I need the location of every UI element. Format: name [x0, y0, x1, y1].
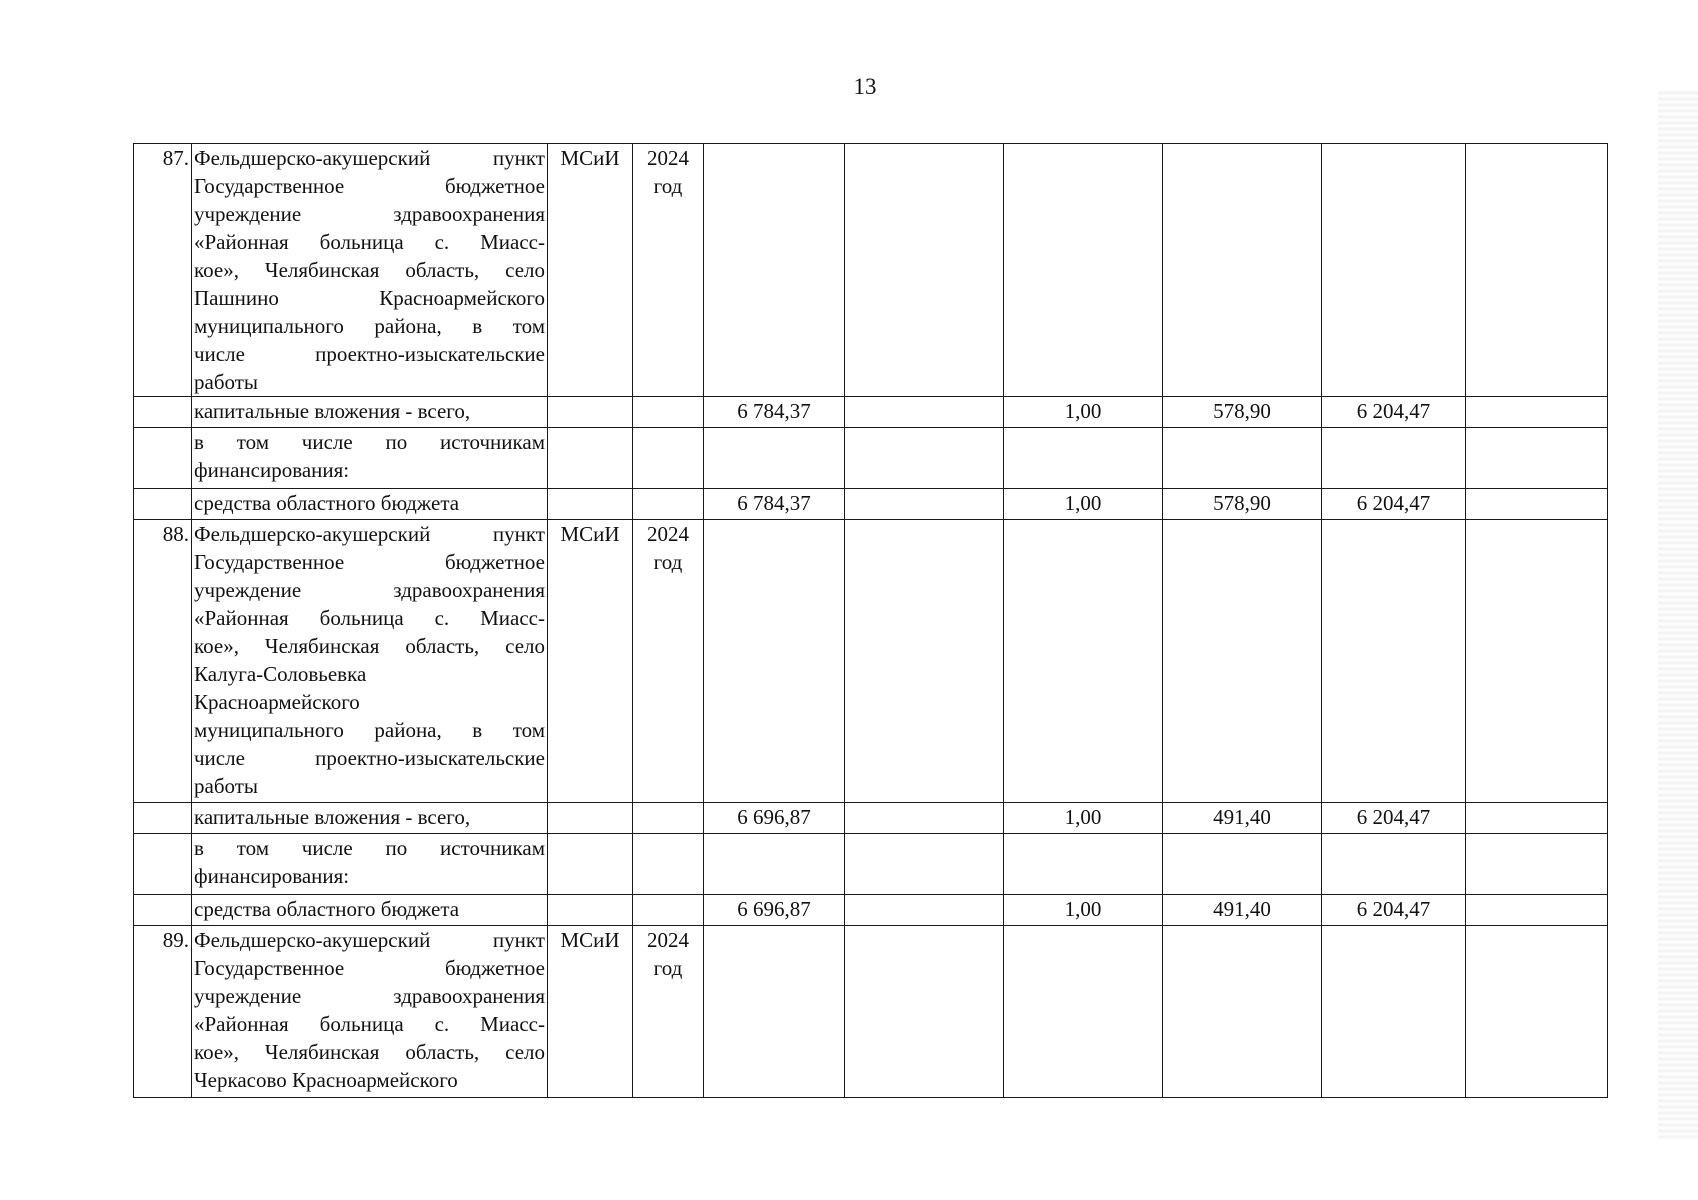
amount-cell-5	[1322, 803, 1466, 834]
agency-cell	[548, 397, 633, 428]
table-row-values	[134, 397, 1608, 428]
value-cell-empty	[845, 520, 1004, 803]
value-cell-empty	[1322, 428, 1466, 489]
table-row-object	[134, 144, 1608, 397]
value-cell-empty	[845, 144, 1004, 397]
item-label: капитальные вложения - всего,	[194, 805, 471, 829]
amount-value: 6 204,47	[1356, 491, 1431, 515]
table-row-object	[134, 926, 1608, 1098]
amount-cell-1	[704, 895, 845, 926]
period-unit: год	[653, 956, 683, 980]
table-row-values	[134, 895, 1608, 926]
object-description-cell	[192, 926, 548, 1098]
period-unit: год	[653, 174, 683, 198]
agency-code: МСиИ	[560, 522, 620, 546]
period-cell	[633, 803, 704, 834]
description-line: работы	[194, 370, 259, 394]
value-cell-empty	[704, 926, 845, 1098]
funding-sources-line: финансирования:	[194, 458, 350, 482]
amount-value: 6 204,47	[1356, 805, 1431, 829]
agency-cell	[548, 926, 633, 1098]
period-cell	[633, 895, 704, 926]
value-cell-empty	[704, 834, 845, 895]
period-cell	[633, 144, 704, 397]
object-description-cell	[192, 520, 548, 803]
value-cell-empty	[1322, 520, 1466, 803]
row-number: 88.	[162, 522, 189, 546]
row-number-cell	[134, 803, 192, 834]
value-cell-empty	[845, 926, 1004, 1098]
amount-value: 491,40	[1213, 805, 1271, 829]
amount-cell-2	[845, 397, 1004, 428]
amount-cell-4	[1163, 397, 1322, 428]
description-line: кое», Челябинская область, село	[194, 634, 545, 658]
agency-code: МСиИ	[560, 928, 620, 952]
value-cell-empty	[845, 834, 1004, 895]
amount-value: 578,90	[1213, 491, 1271, 515]
description-line: работы	[194, 774, 259, 798]
amount-cell-6	[1466, 489, 1608, 520]
value-cell-empty	[1163, 428, 1322, 489]
amount-cell-6	[1466, 803, 1608, 834]
amount-cell-3	[1004, 895, 1163, 926]
amount-value: 1,00	[1064, 491, 1102, 515]
description-line: Красноармейского	[194, 690, 360, 714]
description-line: учреждение здравоохранения	[194, 202, 545, 226]
amount-value: 6 204,47	[1356, 897, 1431, 921]
row-number-cell	[134, 489, 192, 520]
value-cell-empty	[704, 520, 845, 803]
description-line: Государственное бюджетное	[194, 550, 545, 574]
row-number: 87.	[162, 146, 189, 170]
amount-value: 6 784,37	[737, 399, 811, 423]
period-unit: год	[653, 550, 683, 574]
row-number: 89.	[162, 928, 189, 952]
value-cell-empty	[1322, 926, 1466, 1098]
description-line: кое», Челябинская область, село	[194, 1040, 545, 1064]
table-row-note	[134, 428, 1608, 489]
value-cell-empty	[1004, 144, 1163, 397]
amount-cell-4	[1163, 895, 1322, 926]
description-line: Фельдшерско-акушерский пункт	[194, 522, 545, 546]
value-cell-empty	[548, 428, 633, 489]
description-line: «Районная больница с. Миасс-	[194, 1012, 545, 1036]
description-line: числе проектно-изыскательские	[194, 746, 545, 770]
description-line: Черкасово Красноармейского	[194, 1068, 458, 1092]
amount-cell-2	[845, 803, 1004, 834]
value-cell-empty	[633, 834, 704, 895]
description-line: «Районная больница с. Миасс-	[194, 606, 545, 630]
description-line: Государственное бюджетное	[194, 956, 545, 980]
period-cell	[633, 520, 704, 803]
table-row-note	[134, 834, 1608, 895]
funding-sources-line: в том числе по источникам	[194, 836, 545, 860]
value-cell-empty	[1004, 926, 1163, 1098]
amount-cell-4	[1163, 803, 1322, 834]
row-number-cell	[134, 520, 192, 803]
amount-cell-5	[1322, 895, 1466, 926]
amount-cell-6	[1466, 397, 1608, 428]
value-cell-empty	[1163, 834, 1322, 895]
funding-sources-line: финансирования:	[194, 864, 350, 888]
item-label-cell	[192, 803, 548, 834]
period-year: 2024	[647, 522, 689, 546]
value-cell-empty	[1163, 144, 1322, 397]
row-number-cell	[134, 144, 192, 397]
description-line: «Районная больница с. Миасс-	[194, 230, 545, 254]
description-line: учреждение здравоохранения	[194, 578, 545, 602]
row-number-cell	[134, 428, 192, 489]
value-cell-empty	[1466, 144, 1608, 397]
row-number-cell	[134, 834, 192, 895]
agency-cell	[548, 144, 633, 397]
value-cell-empty	[633, 428, 704, 489]
item-label-cell	[192, 895, 548, 926]
value-cell-empty	[1466, 520, 1608, 803]
description-line: Государственное бюджетное	[194, 174, 545, 198]
funding-sources-cell	[192, 834, 548, 895]
amount-cell-4	[1163, 489, 1322, 520]
row-number-cell	[134, 926, 192, 1098]
value-cell-empty	[1466, 834, 1608, 895]
agency-cell	[548, 520, 633, 803]
description-line: Фельдшерско-акушерский пункт	[194, 146, 545, 170]
amount-value: 6 696,87	[737, 805, 811, 829]
agency-cell	[548, 803, 633, 834]
table-row-values	[134, 803, 1608, 834]
item-label: средства областного бюджета	[194, 491, 460, 515]
amount-value: 491,40	[1213, 897, 1271, 921]
description-line: муниципального района, в том	[194, 718, 545, 742]
value-cell-empty	[548, 834, 633, 895]
scan-edge-artifact	[1658, 90, 1698, 1140]
value-cell-empty	[1466, 926, 1608, 1098]
description-line: муниципального района, в том	[194, 314, 545, 338]
value-cell-empty	[1322, 834, 1466, 895]
table-body	[134, 144, 1608, 1098]
page-number: 13	[853, 74, 877, 99]
period-cell	[633, 489, 704, 520]
budget-table	[133, 143, 1608, 1098]
period-cell	[633, 926, 704, 1098]
funding-sources-cell	[192, 428, 548, 489]
table-row-object	[134, 520, 1608, 803]
agency-cell	[548, 895, 633, 926]
amount-cell-3	[1004, 397, 1163, 428]
amount-cell-1	[704, 397, 845, 428]
amount-cell-2	[845, 489, 1004, 520]
amount-cell-2	[845, 895, 1004, 926]
value-cell-empty	[845, 428, 1004, 489]
row-number-cell	[134, 895, 192, 926]
amount-value: 6 204,47	[1356, 399, 1431, 423]
description-line: учреждение здравоохранения	[194, 984, 545, 1008]
item-label-cell	[192, 489, 548, 520]
amount-value: 1,00	[1064, 805, 1102, 829]
amount-cell-3	[1004, 489, 1163, 520]
item-label: капитальные вложения - всего,	[194, 399, 471, 423]
amount-cell-1	[704, 803, 845, 834]
amount-cell-3	[1004, 803, 1163, 834]
table-row-values	[134, 489, 1608, 520]
row-number-cell	[134, 397, 192, 428]
value-cell-empty	[1466, 428, 1608, 489]
value-cell-empty	[1163, 926, 1322, 1098]
item-label-cell	[192, 397, 548, 428]
object-description-cell	[192, 144, 548, 397]
description-line: Калуга-Соловьевка	[194, 662, 367, 686]
value-cell-empty	[1163, 520, 1322, 803]
amount-cell-6	[1466, 895, 1608, 926]
amount-value: 1,00	[1064, 897, 1102, 921]
amount-value: 6 696,87	[737, 897, 811, 921]
amount-value: 6 784,37	[737, 491, 811, 515]
value-cell-empty	[1004, 834, 1163, 895]
agency-cell	[548, 489, 633, 520]
agency-code: МСиИ	[560, 146, 620, 170]
period-year: 2024	[647, 928, 689, 952]
value-cell-empty	[1322, 144, 1466, 397]
period-cell	[633, 397, 704, 428]
amount-cell-5	[1322, 489, 1466, 520]
description-line: числе проектно-изыскательские	[194, 342, 545, 366]
description-line: кое», Челябинская область, село	[194, 258, 545, 282]
value-cell-empty	[704, 428, 845, 489]
amount-value: 578,90	[1213, 399, 1271, 423]
period-year: 2024	[647, 146, 689, 170]
description-line: Фельдшерско-акушерский пункт	[194, 928, 545, 952]
amount-cell-1	[704, 489, 845, 520]
funding-sources-line: в том числе по источникам	[194, 430, 545, 454]
item-label: средства областного бюджета	[194, 897, 460, 921]
amount-value: 1,00	[1064, 399, 1102, 423]
value-cell-empty	[1004, 520, 1163, 803]
amount-cell-5	[1322, 397, 1466, 428]
value-cell-empty	[1004, 428, 1163, 489]
description-line: Пашнино Красноармейского	[194, 286, 545, 310]
value-cell-empty	[704, 144, 845, 397]
